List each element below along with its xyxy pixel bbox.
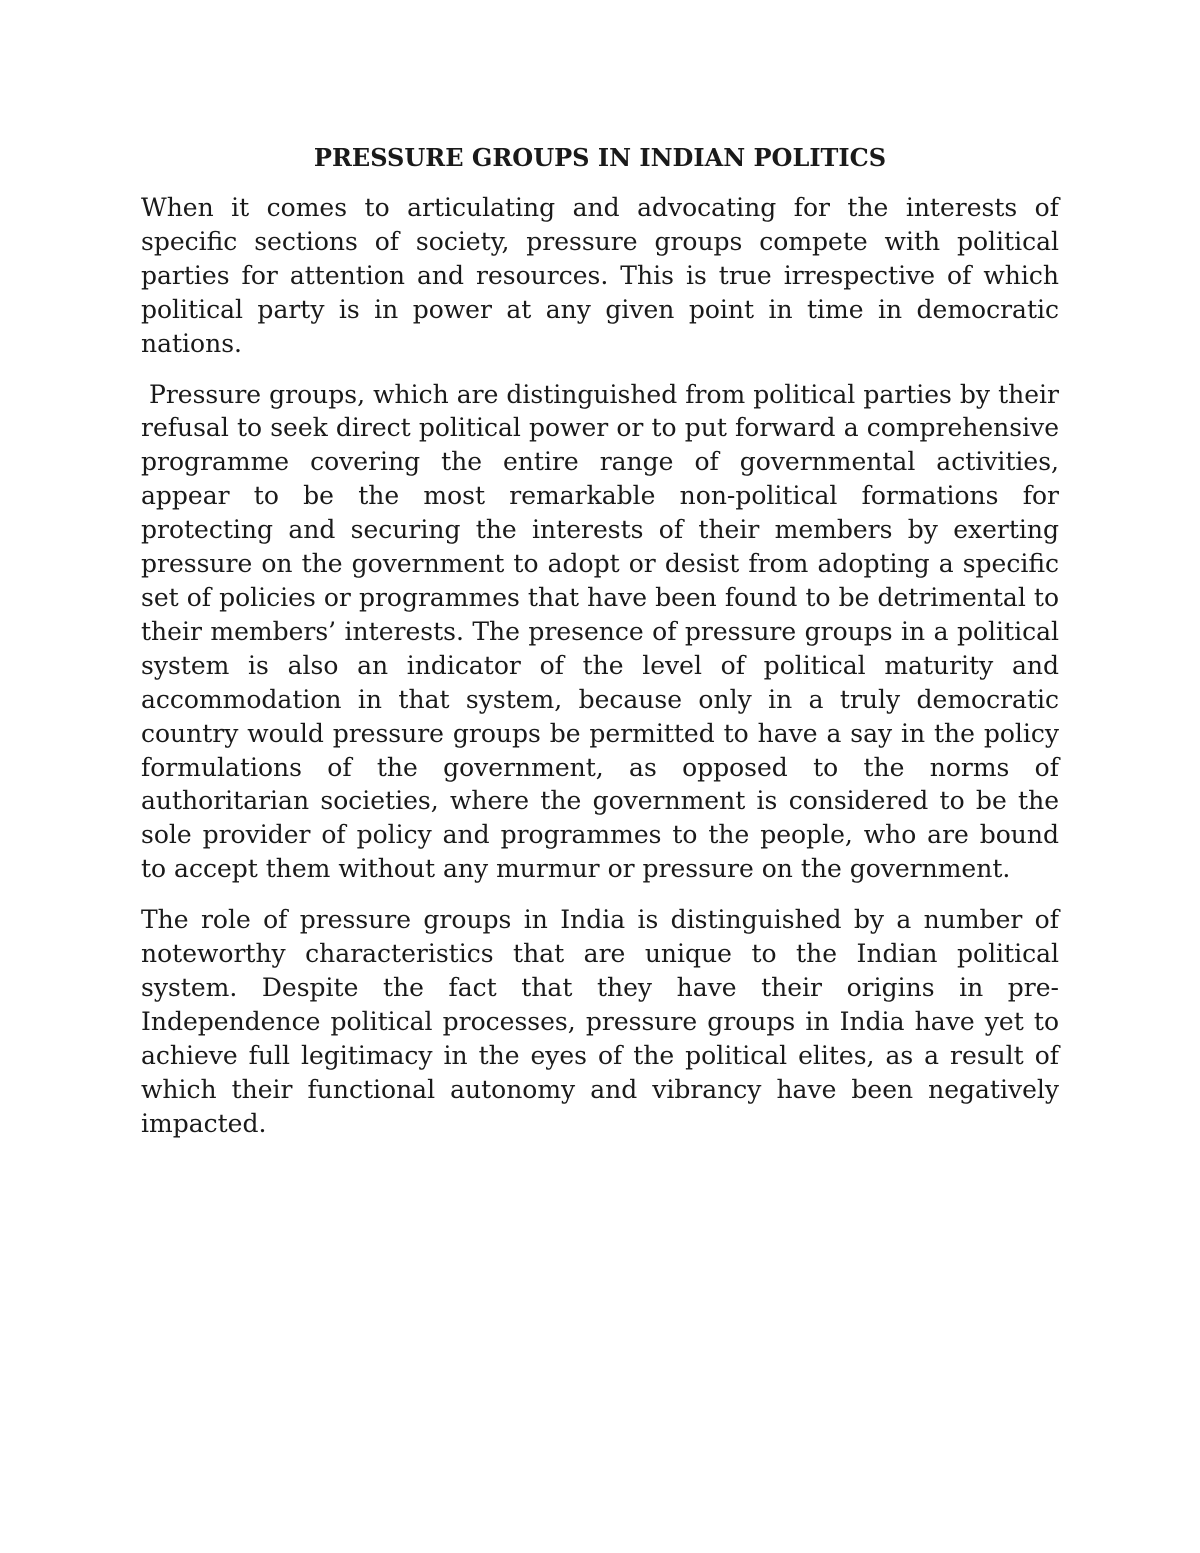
paragraph-2: Pressure groups, which are distinguished from political parties by their refusal to seek direct political power or to put forward a comprehensive programme covering the entire range of governmental activities, appear to be the most remarkable non-political formations for protecting and securing the interests of their members by exerting pressure on the government to adopt or desist from adopting a specific set of policies or programmes that have been found to be detrimental to their members’ interests. The presence of pressure groups in a political system is also an indicator of the level of political maturity and accommodation in that system, because only in a truly democratic country would pressure groups be permitted to have a say in the policy formulations of the government, as opposed to the norms of authoritarian societies, where the government is considered to be the sole provider of policy and programmes to the people, who are bound to accept them without any murmur or pressure on the government. <box>141 379 1059 884</box>
paragraph-1: When it comes to articulating and advocating for the interests of specific sections of society, pressure groups compete with political parties for attention and resources. This is true irrespective of which political party is in power at any given point in time in democratic nations. <box>141 193 1059 358</box>
paragraph-3: The role of pressure groups in India is distinguished by a number of noteworthy characteristics that are unique to the Indian political system. Despite the fact that they have their origins in pre-Independence political processes, pressure groups in India have yet to achieve full legitimacy in the eyes of the political elites, as a result of which their functional autonomy and vibrancy have been negatively impacted. <box>141 905 1059 1138</box>
document-body <box>141 141 1059 1157</box>
document-title: PRESSURE GROUPS IN INDIAN POLITICS <box>313 143 887 172</box>
